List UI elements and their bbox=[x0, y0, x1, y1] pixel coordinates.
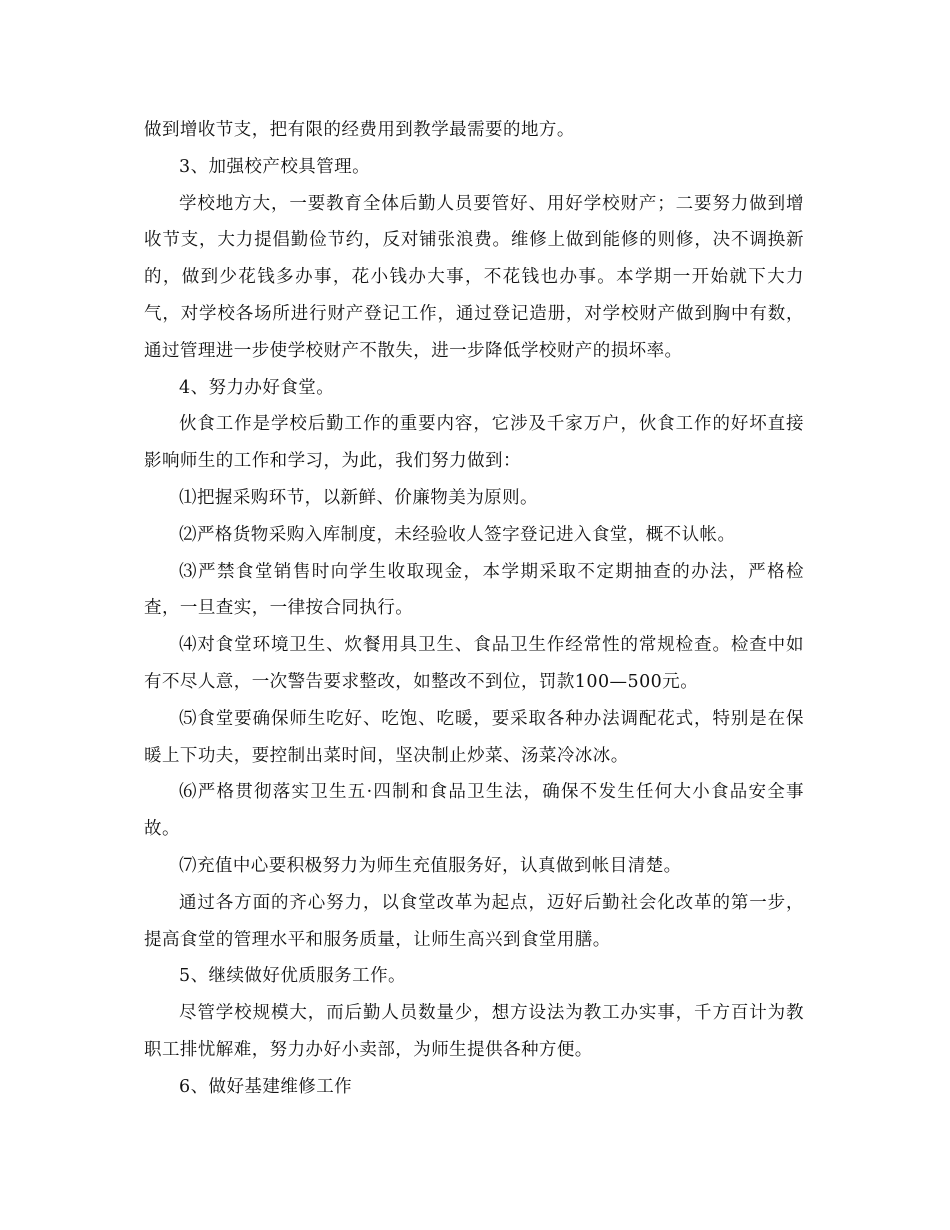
paragraph: 学校地方大，一要教育全体后勤人员要管好、用好学校财产；二要努力做到增收节支，大力提倡勤俭节约，反对铺张浪费。维修上做到能修的则修，决不调换新的，做到少花钱多办事，花小钱办大事，不花钱也办事。本学期一开始就下大力气，对学校各场所进行财产登记工作，通过登记造册，对学校财产做到胸中有数，通过管理进一步使学校财产不散失，进一步降低学校财产的损坏率。 bbox=[144, 193, 804, 361]
list-item-3: ⑶严禁食堂销售时向学生收取现金，本学期采取不定期抽查的办法，严格检查，一旦查实，一律按合同执行。 bbox=[144, 561, 804, 619]
list-item-1: ⑴把握采购环节，以新鲜、价廉物美为原则。 bbox=[179, 487, 538, 508]
section-heading-5: 5、继续做好优质服务工作。 bbox=[179, 966, 406, 987]
document-body bbox=[144, 112, 804, 1106]
list-item-4: ⑷对食堂环境卫生、炊餐用具卫生、食品卫生作经常性的常规检查。检查中如有不尽人意，一次警告要求整改，如整改不到位，罚款100—500元。 bbox=[144, 635, 804, 692]
list-item-7: ⑺充值中心要积极努力为师生充值服务好，认真做到帐目清楚。 bbox=[179, 855, 682, 876]
section-heading-3: 3、加强校产校具管理。 bbox=[179, 156, 371, 177]
list-item-6: ⑹严格贯彻落实卫生五·四制和食品卫生法，确保不发生任何大小食品安全事故。 bbox=[144, 782, 804, 840]
section-heading-4: 4、努力办好食堂。 bbox=[179, 377, 335, 398]
paragraph: 通过各方面的齐心努力，以食堂改革为起点，迈好后勤社会化改革的第一步，提高食堂的管理水平和服务质量，让师生高兴到食堂用膳。 bbox=[144, 892, 804, 950]
list-item-5: ⑸食堂要确保师生吃好、吃饱、吃暖，要采取各种办法调配花式，特别是在保暖上下功夫，要控制出菜时间，坚决制止炒菜、汤菜冷冰冰。 bbox=[144, 708, 804, 766]
paragraph: 伙食工作是学校后勤工作的重要内容，它涉及千家万户，伙食工作的好坏直接影响师生的工作和学习，为此，我们努力做到： bbox=[144, 414, 804, 472]
paragraph: 尽管学校规模大，而后勤人员数量少，想方设法为教工办实事，千方百计为教职工排忧解难，努力办好小卖部，为师生提供各种方便。 bbox=[144, 1003, 804, 1060]
paragraph-continuation: 做到增收节支，把有限的经费用到教学最需要的地方。 bbox=[144, 120, 575, 140]
list-item-2: ⑵严格货物采购入库制度，未经验收人签字登记进入食堂，概不认帐。 bbox=[179, 524, 736, 545]
section-heading-6: 6、做好基建维修工作 bbox=[179, 1076, 353, 1097]
